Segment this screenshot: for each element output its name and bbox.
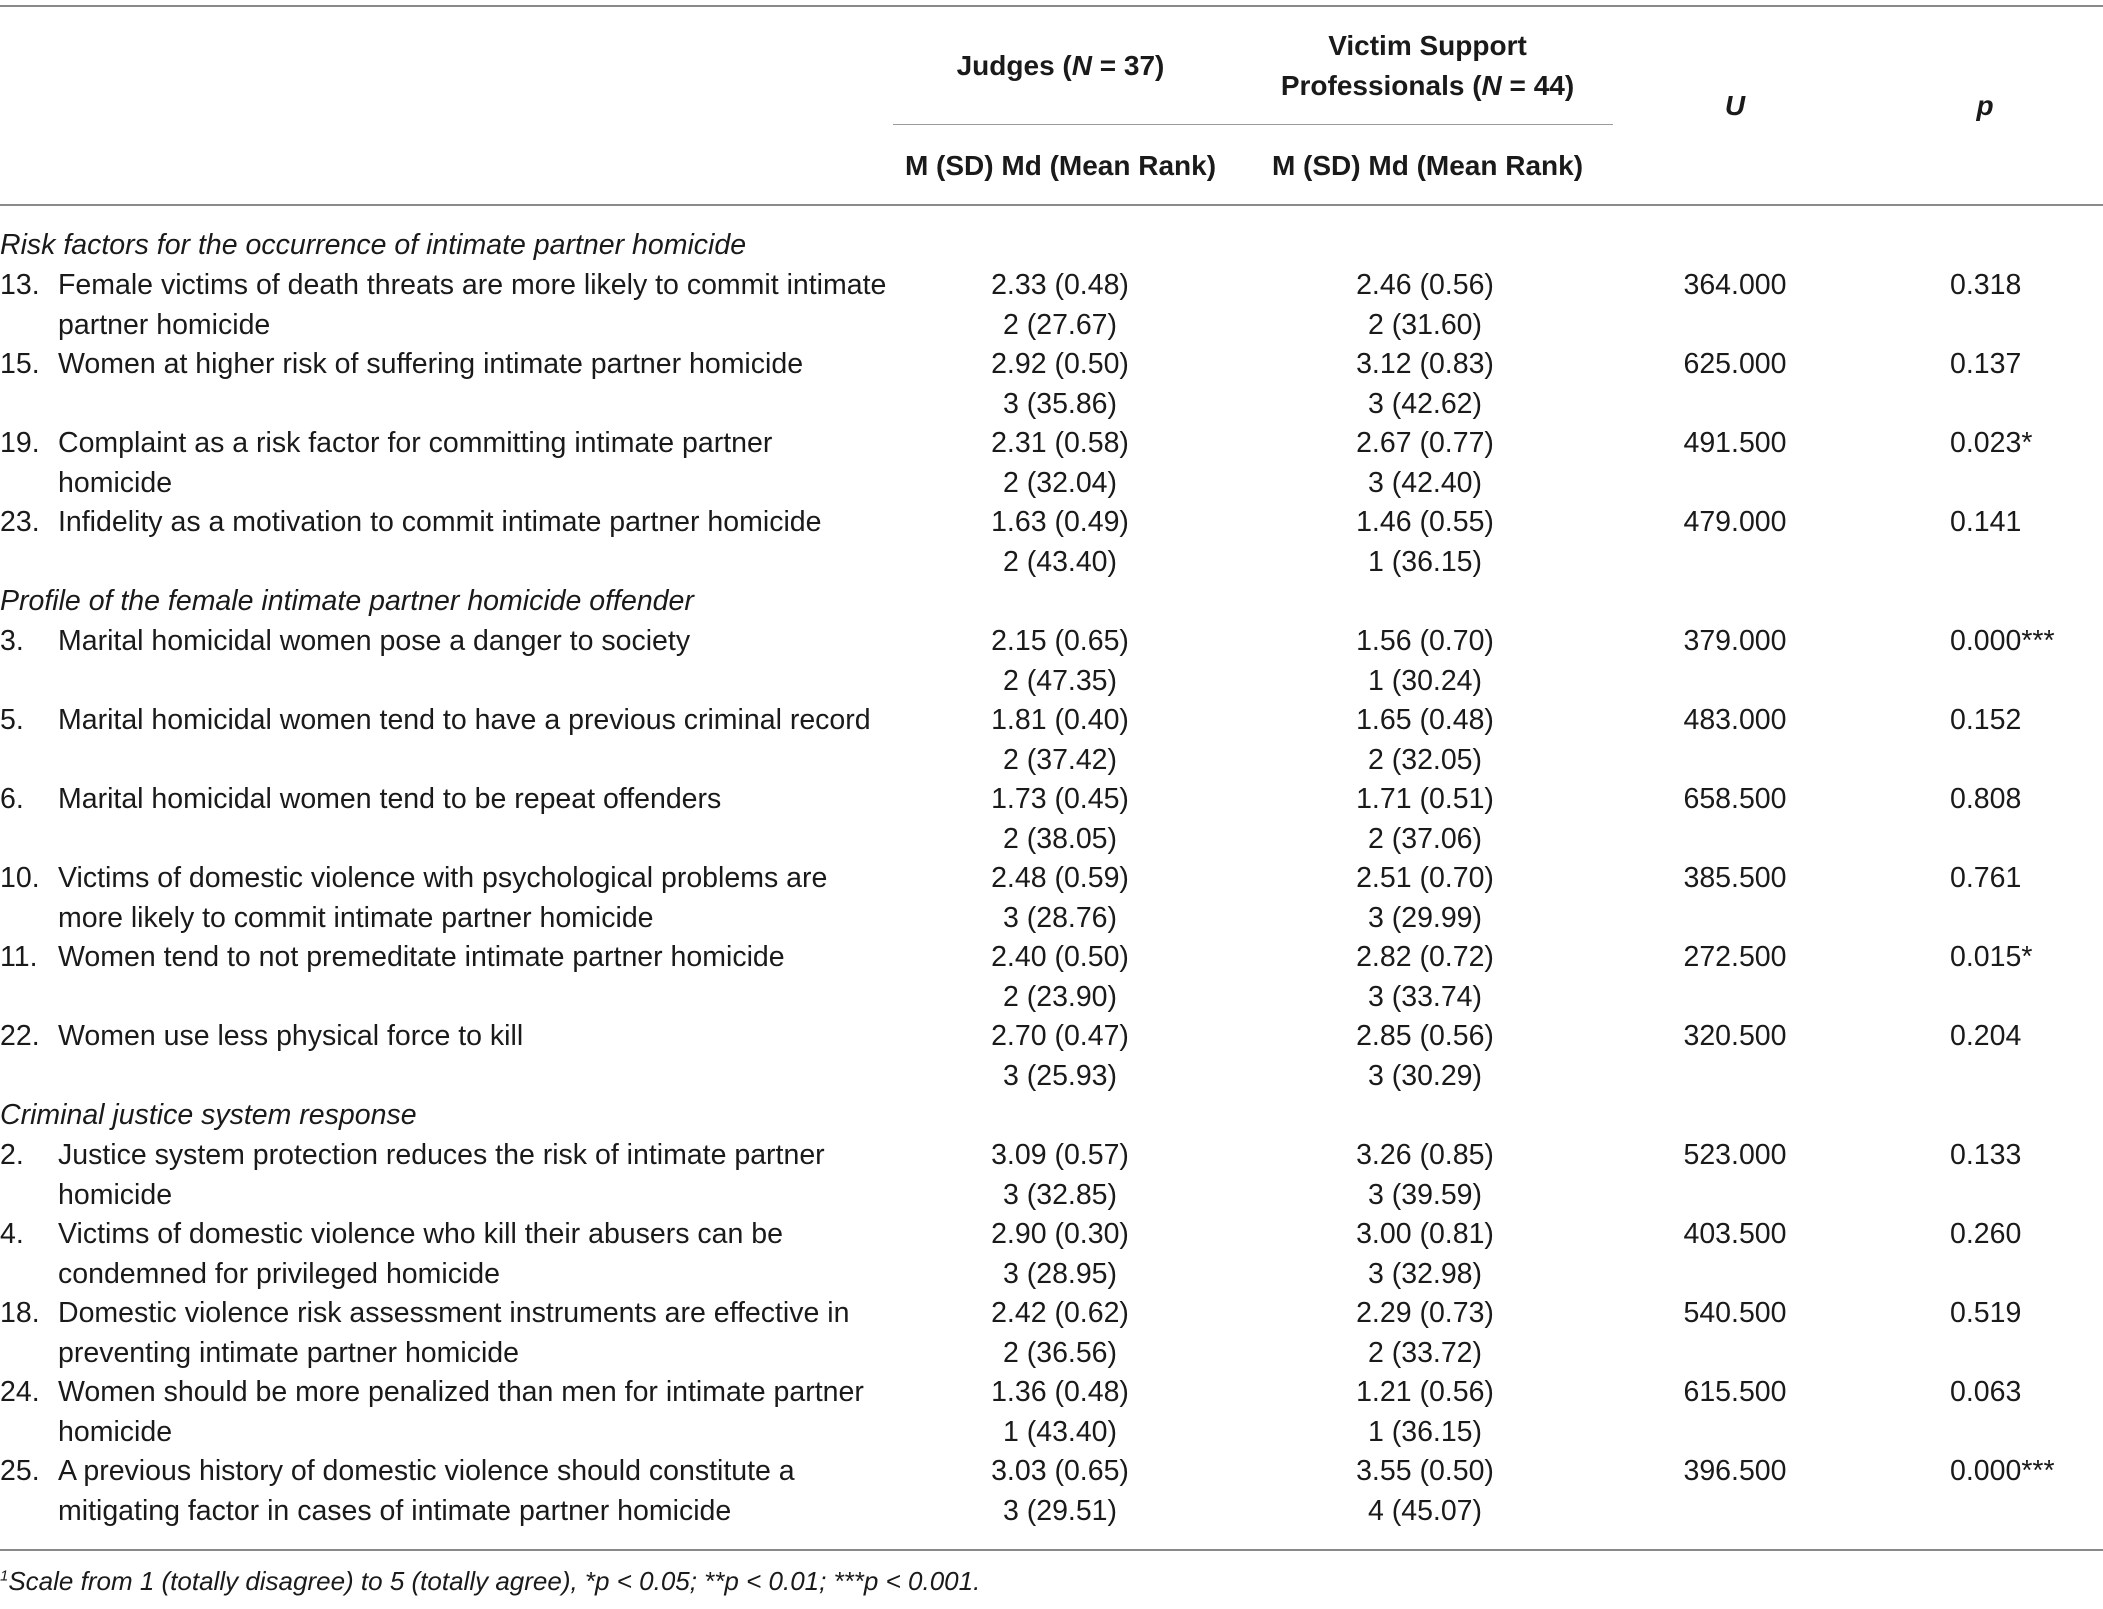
victim-header-line-2: Professionals ( — [1280, 69, 1482, 101]
judges-n-count: = 37) — [1091, 50, 1165, 81]
item-text: Female victims of death threats are more likely to commit intimate partner homicide — [58, 269, 887, 341]
victims-mean-sd: 1.21 (0.56) — [1356, 1376, 1494, 1408]
p-value: 0.808 — [1950, 783, 2022, 815]
judges-mean-sd: 1.63 (0.49) — [991, 506, 1129, 538]
victims-median-rank: 3 (42.62) — [1367, 387, 1483, 420]
victims-median-rank: 3 (42.40) — [1367, 466, 1483, 499]
victims-mean-sd: 1.56 (0.70) — [1356, 625, 1494, 657]
p-value: 0.023* — [1950, 427, 2033, 459]
victims-value — [1240, 266, 1610, 345]
victims-median-rank: 4 (45.07) — [1367, 1494, 1483, 1527]
item-text: Victims of domestic violence who kill their abusers can be condemned for privileged homicide — [58, 1218, 783, 1290]
judges-mean-sd: 3.09 (0.57) — [991, 1139, 1129, 1171]
victims-mean-sd: 2.82 (0.72) — [1356, 941, 1494, 973]
item-text: Complaint as a risk factor for committing intimate partner homicide — [58, 427, 773, 499]
victims-mean-sd: 2.51 (0.70) — [1356, 862, 1494, 894]
victims-value — [1240, 1136, 1610, 1215]
item-text: Marital homicidal women pose a danger to society — [58, 625, 691, 657]
judges-median-rank: 3 (29.51) — [1002, 1494, 1118, 1527]
judges-median-rank: 3 (25.93) — [1002, 1059, 1118, 1092]
victims-mean-sd: 2.85 (0.56) — [1356, 1020, 1494, 1052]
table-row — [0, 1373, 2103, 1452]
footnote-text: Scale from 1 (totally disagree) to 5 (totally agree), *p < 0.05; **p < 0.01; ***p < 0.001. — [8, 1566, 981, 1596]
u-value: 272.500 — [1683, 941, 1787, 973]
p-value: 0.000*** — [1950, 625, 2055, 657]
judges-subheader: M (SD) Md (Mean Rank) — [904, 150, 1217, 181]
item-text: A previous history of domestic violence should constitute a mitigating factor in cases of intimate partner homicide — [58, 1455, 795, 1527]
victim-n-count: = 44) — [1501, 69, 1575, 101]
p-value: 0.137 — [1950, 348, 2022, 380]
judges-median-rank: 2 (27.67) — [1002, 308, 1118, 341]
p-value: 0.260 — [1950, 1218, 2022, 1250]
item-number: 13. — [0, 269, 40, 301]
victims-median-rank: 1 (36.15) — [1367, 1415, 1483, 1448]
u-value: 540.500 — [1683, 1297, 1787, 1329]
judges-mean-sd: 2.92 (0.50) — [991, 348, 1129, 380]
item-number: 10. — [0, 862, 40, 894]
judges-value — [890, 780, 1230, 859]
u-header: U — [1724, 90, 1746, 121]
item-number: 19. — [0, 427, 40, 459]
table-row — [0, 780, 2103, 859]
victims-mean-sd: 1.65 (0.48) — [1356, 704, 1494, 736]
victim-header-line-1: Victim Support — [1328, 30, 1527, 61]
p-value: 0.519 — [1950, 1297, 2022, 1329]
victims-value — [1240, 1452, 1610, 1531]
judges-mean-sd: 2.40 (0.50) — [991, 941, 1129, 973]
u-value: 523.000 — [1683, 1139, 1787, 1171]
judges-mean-sd: 2.48 (0.59) — [991, 862, 1129, 894]
table-row — [0, 1215, 2103, 1294]
judges-median-rank: 2 (36.56) — [1002, 1336, 1118, 1369]
victims-value — [1240, 1215, 1610, 1294]
item-number: 11. — [0, 941, 38, 973]
victims-value — [1240, 1017, 1610, 1096]
judges-median-rank: 3 (28.95) — [1002, 1257, 1118, 1290]
item-text: Women use less physical force to kill — [58, 1020, 524, 1052]
table-row — [0, 1017, 2103, 1096]
victims-value — [1240, 503, 1610, 582]
victims-median-rank: 2 (33.72) — [1367, 1336, 1483, 1369]
table-row — [0, 1294, 2103, 1373]
judges-mean-sd: 2.70 (0.47) — [991, 1020, 1129, 1052]
p-value: 0.152 — [1950, 704, 2022, 736]
victims-median-rank: 3 (30.29) — [1367, 1059, 1483, 1092]
item-number: 5. — [0, 704, 24, 736]
judges-median-rank: 2 (23.90) — [1002, 980, 1118, 1013]
judges-header-label: Judges ( — [956, 50, 1072, 81]
judges-value — [890, 1017, 1230, 1096]
item-text: Women tend to not premeditate intimate partner homicide — [58, 941, 785, 973]
victims-value — [1240, 622, 1610, 701]
victims-median-rank: 3 (32.98) — [1367, 1257, 1483, 1290]
item-number: 23. — [0, 506, 40, 538]
table-row — [0, 1136, 2103, 1215]
judges-median-rank: 3 (32.85) — [1002, 1178, 1118, 1211]
judges-value — [890, 1294, 1230, 1373]
judges-mean-sd: 2.33 (0.48) — [991, 269, 1129, 301]
judges-value — [890, 1136, 1230, 1215]
judges-median-rank: 2 (32.04) — [1002, 466, 1118, 499]
table-row — [0, 345, 2103, 424]
victims-value — [1240, 345, 1610, 424]
judges-mean-sd: 1.81 (0.40) — [991, 704, 1129, 736]
table-footnote — [0, 1566, 980, 1597]
item-text: Women should be more penalized than men for intimate partner homicide — [58, 1376, 864, 1448]
victim-support-header — [1240, 26, 1615, 106]
item-text: Women at higher risk of suffering intimate partner homicide — [58, 348, 804, 380]
u-value: 396.500 — [1683, 1455, 1787, 1487]
p-value: 0.204 — [1950, 1020, 2022, 1052]
table-row — [0, 1452, 2103, 1531]
table-row — [0, 424, 2103, 503]
judges-median-rank: 2 (43.40) — [1002, 545, 1118, 578]
judges-value — [890, 938, 1230, 1017]
victims-mean-sd: 2.29 (0.73) — [1356, 1297, 1494, 1329]
victims-mean-sd: 1.71 (0.51) — [1356, 783, 1494, 815]
p-value: 0.063 — [1950, 1376, 2022, 1408]
judges-median-rank: 2 (37.42) — [1002, 743, 1118, 776]
u-value: 658.500 — [1683, 783, 1787, 815]
judges-value — [890, 424, 1230, 503]
u-value: 385.500 — [1683, 862, 1787, 894]
p-header: p — [1976, 90, 1994, 121]
u-value: 615.500 — [1683, 1376, 1787, 1408]
group-header-rule-judges — [893, 124, 1613, 125]
table-row — [0, 622, 2103, 701]
victims-median-rank: 3 (39.59) — [1367, 1178, 1483, 1211]
victims-mean-sd: 1.46 (0.55) — [1356, 506, 1494, 538]
p-value: 0.141 — [1950, 506, 2022, 538]
judges-median-rank: 3 (35.86) — [1002, 387, 1118, 420]
judges-value — [890, 266, 1230, 345]
item-text: Victims of domestic violence with psychological problems are more likely to commit intimate partner homicide — [58, 862, 828, 934]
u-value: 625.000 — [1683, 348, 1787, 380]
footnote-marker: 1 — [0, 1567, 9, 1585]
judges-mean-sd: 2.15 (0.65) — [991, 625, 1129, 657]
u-value: 320.500 — [1683, 1020, 1787, 1052]
victims-median-rank: 2 (31.60) — [1367, 308, 1483, 341]
item-number: 22. — [0, 1020, 40, 1052]
victims-median-rank: 2 (37.06) — [1367, 822, 1483, 855]
victims-mean-sd: 3.55 (0.50) — [1356, 1455, 1494, 1487]
judges-mean-sd: 2.31 (0.58) — [991, 427, 1129, 459]
judges-median-rank: 2 (38.05) — [1002, 822, 1118, 855]
judges-value — [890, 1452, 1230, 1531]
victims-subheader: M (SD) Md (Mean Rank) — [1271, 150, 1584, 181]
judges-mean-sd: 3.03 (0.65) — [991, 1455, 1129, 1487]
judges-value — [890, 345, 1230, 424]
victims-mean-sd: 2.46 (0.56) — [1356, 269, 1494, 301]
victims-median-rank: 2 (32.05) — [1367, 743, 1483, 776]
judges-value — [890, 1373, 1230, 1452]
section-title-offender-profile: Profile of the female intimate partner homicide offender — [0, 585, 694, 617]
judges-header — [893, 46, 1228, 86]
judges-mean-sd: 2.42 (0.62) — [991, 1297, 1129, 1329]
victims-value — [1240, 1294, 1610, 1373]
u-value: 379.000 — [1683, 625, 1787, 657]
victims-mean-sd: 2.67 (0.77) — [1356, 427, 1494, 459]
victims-mean-sd: 3.26 (0.85) — [1356, 1139, 1494, 1171]
judges-value — [890, 1215, 1230, 1294]
victims-value — [1240, 701, 1610, 780]
p-value: 0.761 — [1950, 862, 2022, 894]
table-top-rule — [0, 5, 2103, 7]
judges-median-rank: 2 (47.35) — [1002, 664, 1118, 697]
item-number: 24. — [0, 1376, 40, 1408]
table-row — [0, 701, 2103, 780]
victims-value — [1240, 780, 1610, 859]
item-text: Justice system protection reduces the risk of intimate partner homicide — [58, 1139, 825, 1211]
table-row — [0, 938, 2103, 1017]
victims-median-rank: 1 (30.24) — [1367, 664, 1483, 697]
victims-value — [1240, 424, 1610, 503]
victims-median-rank: 1 (36.15) — [1367, 545, 1483, 578]
section-title-risk-factors: Risk factors for the occurrence of intimate partner homicide — [0, 229, 747, 261]
item-text: Domestic violence risk assessment instruments are effective in preventing intimate partner homicide — [58, 1297, 850, 1369]
p-value: 0.133 — [1950, 1139, 2022, 1171]
u-value: 491.500 — [1683, 427, 1787, 459]
victims-value — [1240, 1373, 1610, 1452]
item-text: Infidelity as a motivation to commit intimate partner homicide — [58, 506, 822, 538]
header-bottom-rule — [0, 204, 2103, 206]
table-bottom-rule — [0, 1549, 2103, 1551]
victims-mean-sd: 3.12 (0.83) — [1356, 348, 1494, 380]
table-row — [0, 503, 2103, 582]
u-value: 483.000 — [1683, 704, 1787, 736]
u-value: 479.000 — [1683, 506, 1787, 538]
victims-mean-sd: 3.00 (0.81) — [1356, 1218, 1494, 1250]
judges-n-symbol: N — [1071, 50, 1092, 81]
victim-n-symbol: N — [1481, 69, 1502, 101]
table-row — [0, 266, 2103, 345]
judges-median-rank: 1 (43.40) — [1002, 1415, 1118, 1448]
victims-value — [1240, 859, 1610, 938]
judges-mean-sd: 1.73 (0.45) — [991, 783, 1129, 815]
p-value: 0.000*** — [1950, 1455, 2055, 1487]
p-value: 0.015* — [1950, 941, 2033, 973]
judges-mean-sd: 1.36 (0.48) — [991, 1376, 1129, 1408]
item-text: Marital homicidal women tend to have a previous criminal record — [58, 704, 871, 736]
item-number: 18. — [0, 1297, 40, 1329]
judges-value — [890, 503, 1230, 582]
item-number: 2. — [0, 1139, 24, 1171]
judges-value — [890, 701, 1230, 780]
item-number: 6. — [0, 783, 24, 815]
victims-median-rank: 3 (29.99) — [1367, 901, 1483, 934]
p-value: 0.318 — [1950, 269, 2022, 301]
victims-median-rank: 3 (33.74) — [1367, 980, 1483, 1013]
item-number: 4. — [0, 1218, 24, 1250]
item-text: Marital homicidal women tend to be repeat offenders — [58, 783, 722, 815]
u-value: 403.500 — [1683, 1218, 1787, 1250]
table-row — [0, 859, 2103, 938]
item-number: 25. — [0, 1455, 40, 1487]
judges-value — [890, 859, 1230, 938]
item-number: 3. — [0, 625, 24, 657]
judges-mean-sd: 2.90 (0.30) — [991, 1218, 1129, 1250]
section-title-criminal-justice: Criminal justice system response — [0, 1099, 417, 1131]
u-value: 364.000 — [1683, 269, 1787, 301]
judges-value — [890, 622, 1230, 701]
judges-median-rank: 3 (28.76) — [1002, 901, 1118, 934]
item-number: 15. — [0, 348, 40, 380]
victims-value — [1240, 938, 1610, 1017]
